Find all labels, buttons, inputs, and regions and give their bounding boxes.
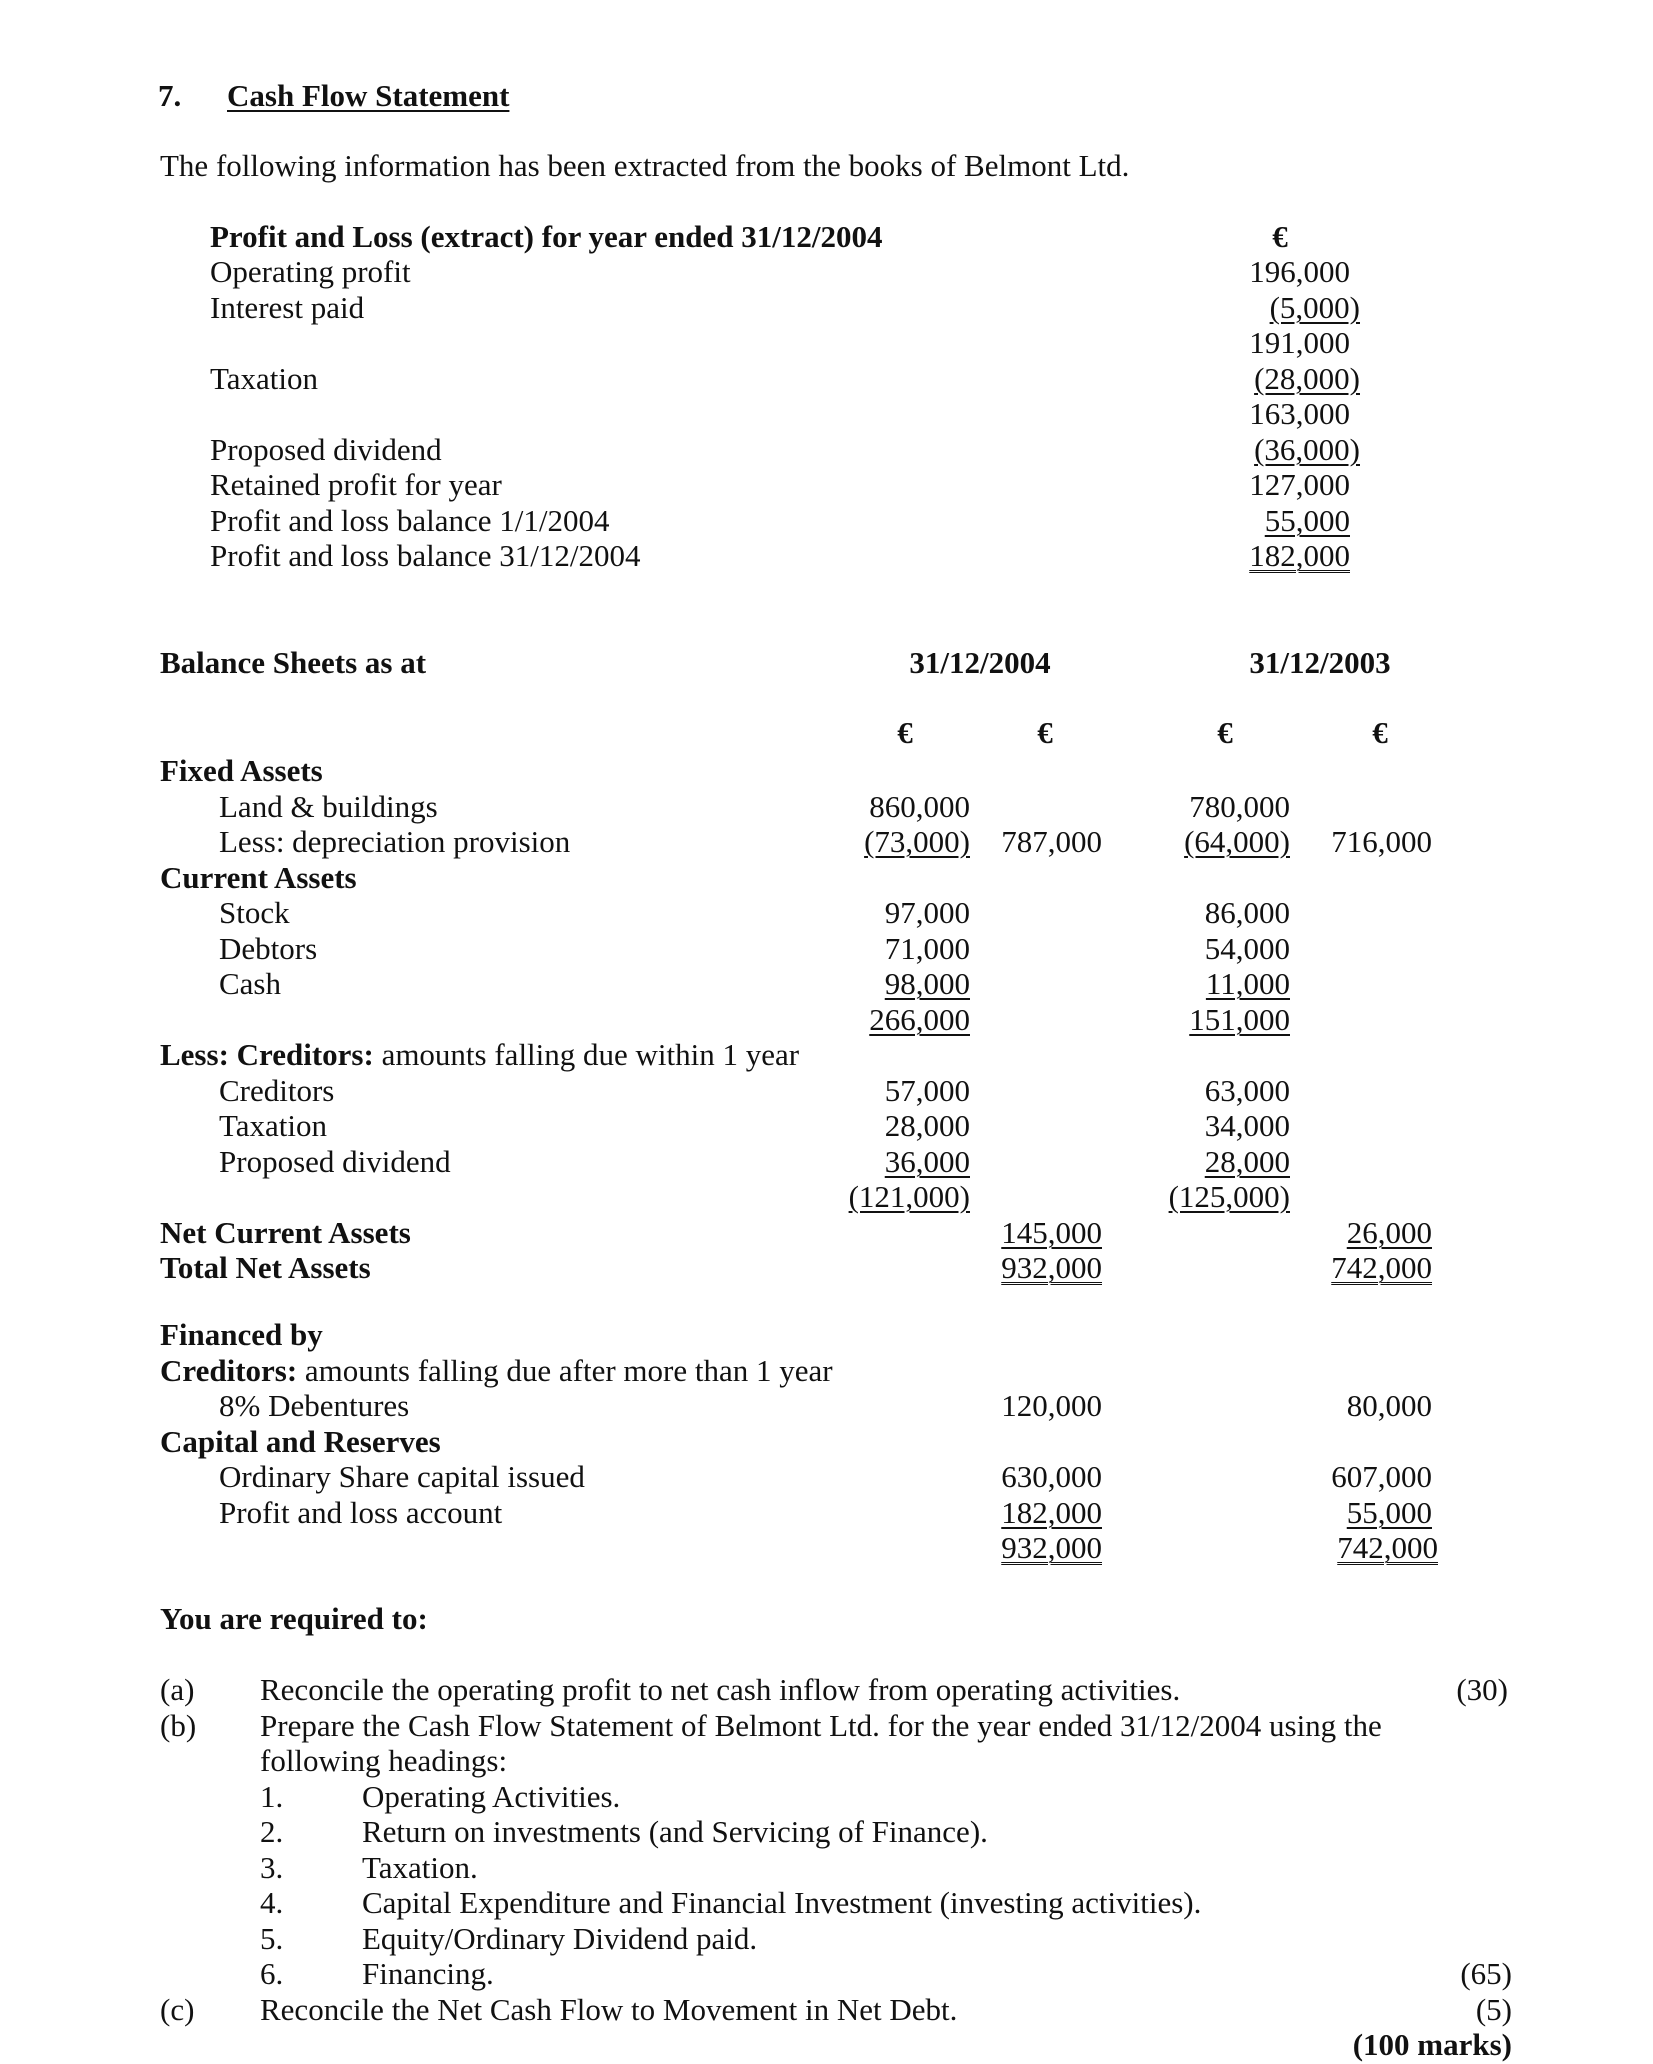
- land-2004: 860,000: [869, 789, 970, 824]
- total-net-assets-2003: 742,000: [1331, 1250, 1432, 1285]
- pl-value: 182,000: [1249, 538, 1350, 573]
- stock-2004: 97,000: [884, 895, 970, 930]
- heading-item-text: Financing.: [362, 1956, 494, 1991]
- bs-currency: €: [1372, 715, 1388, 750]
- current-assets-total-2003: 151,000: [1189, 1002, 1290, 1037]
- land-buildings-label: Land & buildings: [219, 789, 438, 824]
- pl-label-proposed-dividend: Proposed dividend: [210, 432, 442, 467]
- pl-account-2004: 182,000: [1001, 1495, 1102, 1530]
- stock-2003: 86,000: [1204, 895, 1290, 930]
- question-number: 7.: [158, 78, 182, 113]
- heading-item-number: 6.: [260, 1956, 284, 1991]
- pl-value: 55,000: [1264, 503, 1350, 538]
- pl-value: 163,000: [1249, 396, 1350, 431]
- long-term-creditors-rest: amounts falling due after more than 1 year: [297, 1353, 833, 1388]
- requirement-a-marker: (a): [160, 1672, 195, 1707]
- long-term-creditors-heading: [160, 1353, 833, 1389]
- pl-value: 191,000: [1249, 325, 1350, 360]
- capital-reserves-heading: Capital and Reserves: [160, 1424, 441, 1459]
- total-marks: (100 marks): [1352, 2027, 1512, 2062]
- requirement-a-text: Reconcile the operating profit to net cash inflow from operating activities.: [260, 1672, 1181, 1707]
- requirement-c-text: Reconcile the Net Cash Flow to Movement in Net Debt.: [260, 1992, 958, 2027]
- net-fixed-2004: 787,000: [1001, 824, 1102, 859]
- pl-label-balance-open: Profit and loss balance 1/1/2004: [210, 503, 610, 538]
- share-capital-2003: 607,000: [1331, 1459, 1432, 1494]
- pl-currency: €: [1272, 219, 1288, 254]
- dep-2004: (73,000): [864, 824, 970, 859]
- pl-value: (5,000): [1269, 290, 1360, 325]
- bs-currency: €: [897, 715, 913, 750]
- current-assets-total-2004: 266,000: [869, 1002, 970, 1037]
- debentures-label: 8% Debentures: [219, 1388, 410, 1423]
- taxation-2003: 34,000: [1204, 1108, 1290, 1143]
- cash-2004: 98,000: [884, 966, 970, 1001]
- page-title: Cash Flow Statement: [227, 78, 510, 113]
- requirement-b-marker: (b): [160, 1708, 197, 1743]
- proposed-dividend-label: Proposed dividend: [219, 1144, 451, 1179]
- pl-value: 127,000: [1249, 467, 1350, 502]
- fixed-assets-heading: Fixed Assets: [160, 753, 323, 788]
- pl-account-label: Profit and loss account: [219, 1495, 503, 1530]
- current-liabilities-heading-rest: amounts falling due within 1 year: [373, 1037, 800, 1072]
- requirement-c-marks: (5): [1475, 1992, 1512, 2027]
- requirement-b-line1: Prepare the Cash Flow Statement of Belmont Ltd. for the year ended 31/12/2004 using the: [260, 1708, 1382, 1743]
- financed-total-2003: 742,000: [1337, 1530, 1438, 1565]
- cash-label: Cash: [219, 966, 281, 1001]
- heading-item-number: 4.: [260, 1885, 284, 1920]
- requirement-a-marks: (30): [1456, 1672, 1508, 1707]
- bs-date-2003: 31/12/2003: [1249, 645, 1391, 680]
- heading-item-text: Operating Activities.: [362, 1779, 621, 1814]
- requirement-b-marks: (65): [1460, 1956, 1512, 1991]
- pl-label-interest-paid: Interest paid: [210, 290, 365, 325]
- debtors-label: Debtors: [219, 931, 318, 966]
- requirements-title: You are required to:: [160, 1601, 428, 1636]
- current-liabilities-total-2004: (121,000): [848, 1179, 970, 1214]
- pl-value: (28,000): [1254, 361, 1360, 396]
- long-term-creditors-bold: Creditors:: [160, 1353, 298, 1388]
- pl-label-operating-profit: Operating profit: [210, 254, 411, 289]
- heading-item-text: Equity/Ordinary Dividend paid.: [362, 1921, 758, 1956]
- dividend-2004: 36,000: [884, 1144, 970, 1179]
- intro-text: The following information has been extracted from the books of Belmont Ltd.: [160, 148, 1130, 183]
- heading-item-text: Taxation.: [362, 1850, 478, 1885]
- pl-value: 196,000: [1249, 254, 1350, 289]
- total-net-assets-2004: 932,000: [1001, 1250, 1102, 1285]
- requirement-c-marker: (c): [160, 1992, 195, 2027]
- heading-item-text: Return on investments (and Servicing of Finance).: [362, 1814, 988, 1849]
- bs-currency: €: [1217, 715, 1233, 750]
- net-fixed-2003: 716,000: [1331, 824, 1432, 859]
- total-net-assets-label: Total Net Assets: [160, 1250, 371, 1285]
- requirement-b-line2: following headings:: [260, 1743, 508, 1778]
- creditors-2004: 57,000: [884, 1073, 970, 1108]
- share-capital-label: Ordinary Share capital issued: [219, 1459, 585, 1494]
- debtors-2003: 54,000: [1204, 931, 1290, 966]
- debentures-2004: 120,000: [1001, 1388, 1102, 1423]
- cash-2003: 11,000: [1205, 966, 1290, 1001]
- land-2003: 780,000: [1189, 789, 1290, 824]
- pl-value: (36,000): [1254, 432, 1360, 467]
- bs-currency: €: [1037, 715, 1053, 750]
- debentures-2003: 80,000: [1346, 1388, 1432, 1423]
- heading-item-number: 2.: [260, 1814, 284, 1849]
- current-liabilities-total-2003: (125,000): [1168, 1179, 1290, 1214]
- heading-item-number: 1.: [260, 1779, 284, 1814]
- heading-item-number: 5.: [260, 1921, 284, 1956]
- pl-account-2003: 55,000: [1346, 1495, 1432, 1530]
- share-capital-2004: 630,000: [1001, 1459, 1102, 1494]
- bs-title: Balance Sheets as at: [160, 645, 427, 680]
- net-current-assets-label: Net Current Assets: [160, 1215, 411, 1250]
- pl-label-balance-close: Profit and loss balance 31/12/2004: [210, 538, 641, 573]
- heading-item-number: 3.: [260, 1850, 284, 1885]
- dep-2003: (64,000): [1184, 824, 1290, 859]
- pl-label-retained-profit: Retained profit for year: [210, 467, 502, 502]
- current-assets-heading: Current Assets: [160, 860, 357, 895]
- taxation-2004: 28,000: [884, 1108, 970, 1143]
- depreciation-label: Less: depreciation provision: [219, 824, 571, 859]
- net-current-assets-2004: 145,000: [1001, 1215, 1102, 1250]
- bs-date-2004: 31/12/2004: [909, 645, 1051, 680]
- pl-title: Profit and Loss (extract) for year ended 31/12/2004: [210, 219, 883, 254]
- financed-by-heading: Financed by: [160, 1317, 323, 1352]
- current-liabilities-heading: [160, 1037, 799, 1073]
- net-current-assets-2003: 26,000: [1346, 1215, 1432, 1250]
- creditors-2003: 63,000: [1204, 1073, 1290, 1108]
- pl-label-taxation: Taxation: [210, 361, 319, 396]
- debtors-2004: 71,000: [884, 931, 970, 966]
- current-liabilities-heading-bold: Less: Creditors:: [160, 1037, 374, 1072]
- taxation-label: Taxation: [219, 1108, 328, 1143]
- heading-item-text: Capital Expenditure and Financial Investment (investing activities).: [362, 1885, 1202, 1920]
- creditors-label: Creditors: [219, 1073, 335, 1108]
- dividend-2003: 28,000: [1204, 1144, 1290, 1179]
- stock-label: Stock: [219, 895, 290, 930]
- financed-total-2004: 932,000: [1001, 1530, 1102, 1565]
